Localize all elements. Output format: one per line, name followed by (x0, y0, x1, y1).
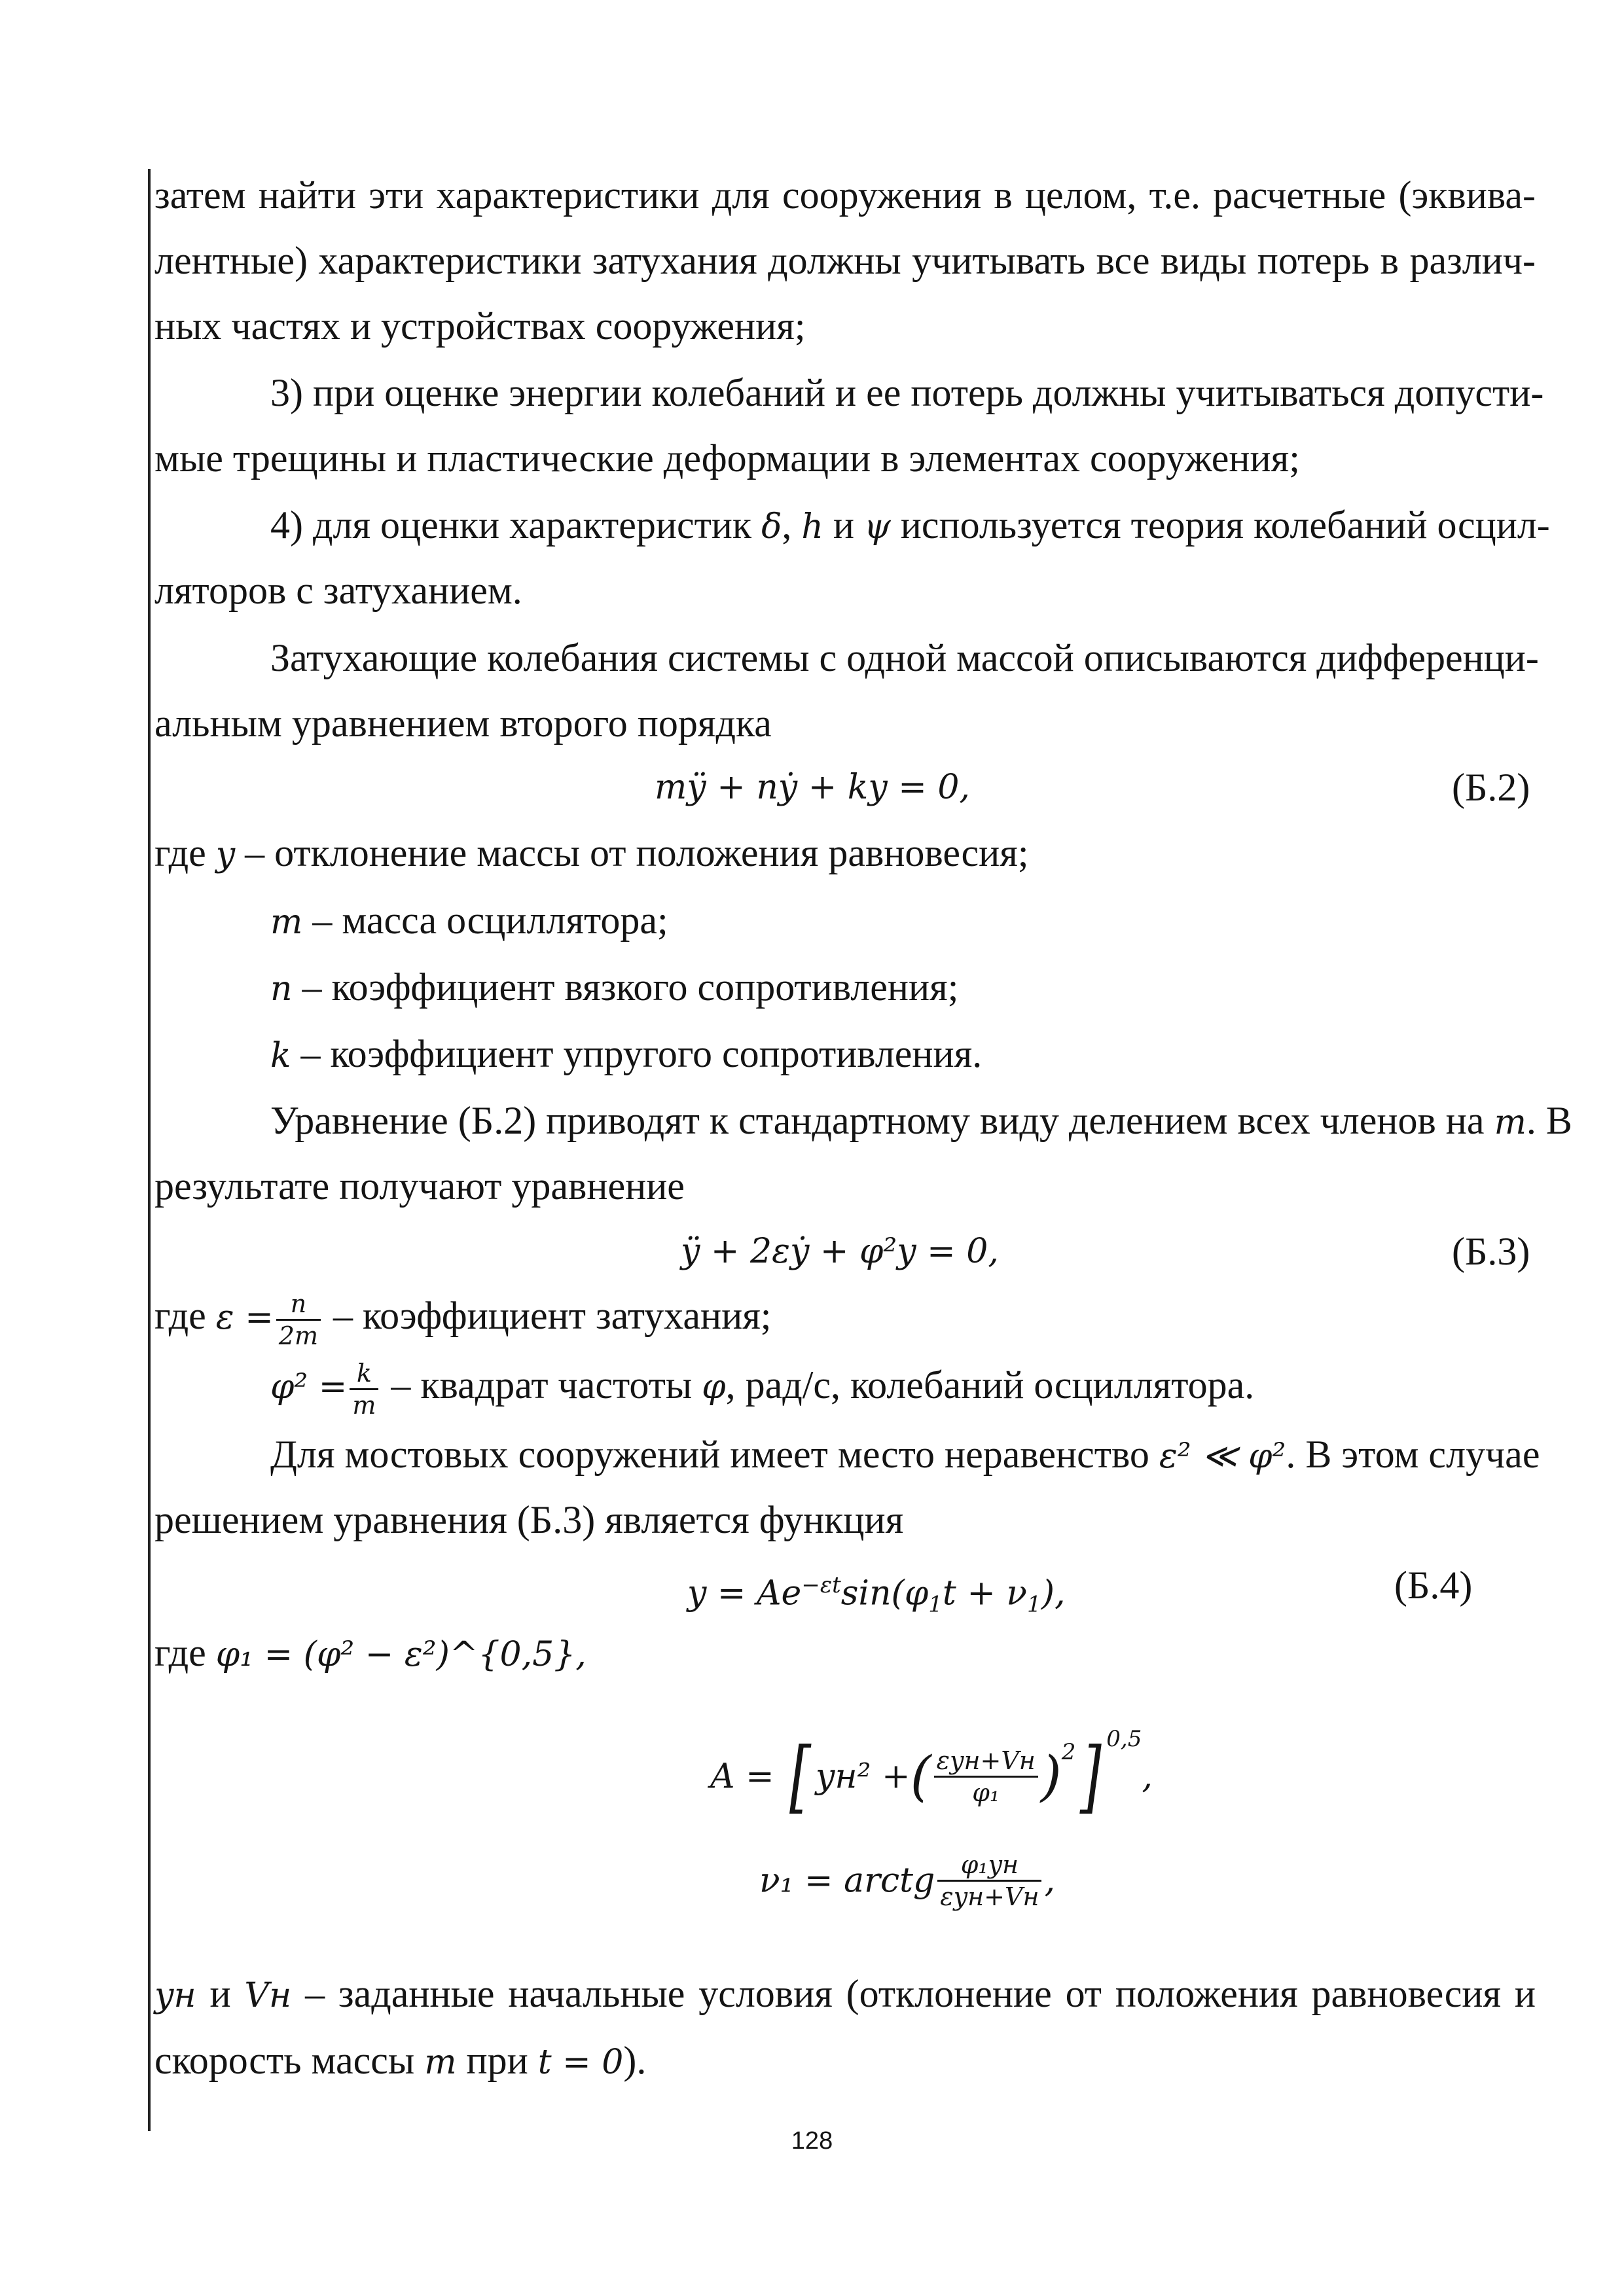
text-line (154, 1283, 1536, 1350)
exponent: 2 (1061, 1739, 1076, 1765)
numerator: n (276, 1291, 321, 1321)
eq-tail: , (1142, 1757, 1153, 1797)
equation-b3: ÿ + 2εẏ + φ²y = 0, (681, 1232, 999, 1271)
equation-amplitude (710, 1726, 1153, 1822)
text-span: где (154, 831, 216, 874)
text-line (154, 820, 1536, 888)
text-span: – коэффициент вязкого сопротивления; (292, 965, 959, 1009)
bracket-open: [ (789, 1731, 811, 1822)
text-span: – квадрат частоты (381, 1363, 702, 1407)
text-line (270, 1088, 1572, 1155)
equation-number: (Б.3) (1452, 1230, 1530, 1273)
text-span: , рад/с, колебаний осциллятора. (725, 1363, 1255, 1407)
eq-lhs: A = (710, 1757, 774, 1797)
text-span: и (196, 1972, 245, 2015)
text-span: . В (1526, 1099, 1572, 1142)
text-line (270, 1021, 1536, 1088)
paren-close: ) (1040, 1745, 1062, 1808)
text-line (154, 2028, 1536, 2095)
inequality: ε² ≪ φ² (1159, 1437, 1286, 1476)
text-span: – отклонение массы от положения равновесия; (235, 831, 1029, 874)
symbol-yn: yн (154, 1976, 196, 2015)
exponent: 0,5 (1106, 1726, 1142, 1752)
denominator: φ₁ (972, 1778, 1000, 1807)
text-line (270, 492, 1550, 560)
text-span: при (456, 2039, 538, 2082)
denominator: 2m (278, 1321, 319, 1350)
text-line (270, 954, 1536, 1022)
symbol-m: m (424, 2043, 457, 2082)
symbol-h: h (801, 507, 823, 547)
symbol-n: n (270, 969, 293, 1009)
symbol-Vn: Vн (244, 1976, 292, 2015)
text-line (270, 888, 1536, 955)
eq-rhs: sin(φ (840, 1573, 929, 1613)
denominator: m (352, 1390, 376, 1420)
fraction (350, 1358, 378, 1420)
text-span: где (154, 1294, 216, 1337)
text-line: Затухающие колебания системы с одной массой описываются дифференци- (270, 636, 1539, 679)
text-span: – коэффициент упругого сопротивления. (291, 1032, 983, 1075)
text-line: лентные) характеристики затухания должны учитывать все виды потерь в различ- (154, 239, 1536, 282)
numerator: φ₁yн (937, 1852, 1041, 1882)
equation-number: (Б.4) (1394, 1564, 1473, 1607)
numerator: εyн+Vн (934, 1748, 1038, 1778)
page-number: 128 (791, 2127, 833, 2155)
symbol-psi: ψ (863, 507, 891, 547)
text-line: ных частях и устройствах сооружения; (154, 304, 806, 348)
exponent: −εt (801, 1572, 841, 1598)
text-span: Уравнение (Б.2) приводят к стандартному виду делением всех членов на (270, 1099, 1494, 1142)
text-span: скорость массы (154, 2039, 425, 2082)
fraction (934, 1748, 1038, 1805)
t-zero: t = 0 (537, 2043, 624, 2082)
bracket-close: ] (1080, 1731, 1102, 1822)
text-line: мые трещины и пластические деформации в элементах сооружения; (154, 437, 1300, 480)
text-span: где (154, 1631, 216, 1674)
fraction (276, 1291, 321, 1348)
symbol-k: k (270, 1036, 291, 1075)
phi1-definition: φ₁ = (φ² − ε²)^{0,5}, (215, 1635, 586, 1674)
text-line: решением уравнения (Б.3) является функция (154, 1498, 904, 1541)
text-span: – заданные начальные условия (отклонение от положения равновесия и (291, 1972, 1536, 2015)
subscript: 1 (1027, 1591, 1041, 1618)
text-span: используется теория колебаний осцил- (890, 503, 1550, 547)
text-line: 3) при оценке энергии колебаний и ее потерь должны учитываться допусти- (270, 371, 1544, 414)
text-line (154, 1620, 1536, 1687)
margin-rule (148, 169, 151, 2131)
text-span: и (833, 503, 854, 547)
text-line: ляторов с затуханием. (154, 569, 522, 612)
text-span: – коэффициент затухания; (323, 1294, 772, 1337)
text-line (270, 1422, 1540, 1489)
eq-lhs: ν₁ = arctg (759, 1861, 935, 1901)
denominator: εyн+Vн (940, 1882, 1039, 1911)
symbol-phi: φ (702, 1367, 726, 1407)
symbol-m: m (270, 903, 303, 942)
text-line: результате получают уравнение (154, 1164, 685, 1208)
fraction (937, 1852, 1041, 1909)
text-line: альным уравнением второго порядка (154, 702, 772, 745)
symbol-delta: δ (761, 507, 782, 547)
text-span: . В этом случае (1286, 1433, 1540, 1476)
text-span: , (782, 503, 792, 547)
numerator: k (350, 1361, 378, 1390)
equation-number: (Б.2) (1452, 766, 1530, 809)
eps-definition: ε = (215, 1298, 274, 1337)
text-line (154, 1961, 1536, 2028)
equation-phase (759, 1852, 1055, 1909)
subscript: 1 (928, 1591, 943, 1618)
symbol-m: m (1494, 1103, 1526, 1142)
text-line: затем найти эти характеристики для сооружения в целом, т.е. расчетные (эквива- (154, 173, 1536, 217)
text-span: Для мостовых сооружений имеет место неравенство (270, 1433, 1159, 1476)
eq-term: yн² + (816, 1757, 911, 1797)
phi-squared-definition: φ² = (270, 1367, 348, 1407)
eq-tail: , (1044, 1861, 1055, 1901)
eq-lhs: y = Ae (687, 1573, 802, 1613)
symbol-y: y (215, 835, 236, 874)
eq-rhs: ), (1041, 1573, 1066, 1613)
text-span: – масса осциллятора; (302, 899, 668, 942)
text-span: 4) для оценки характеристик (270, 503, 762, 547)
text-span: ). (623, 2039, 647, 2082)
eq-rhs: t + ν (942, 1573, 1028, 1613)
equation-b2: mÿ + nẏ + ky = 0, (655, 768, 970, 807)
text-line (270, 1352, 1536, 1420)
paren-open: ( (910, 1745, 931, 1808)
